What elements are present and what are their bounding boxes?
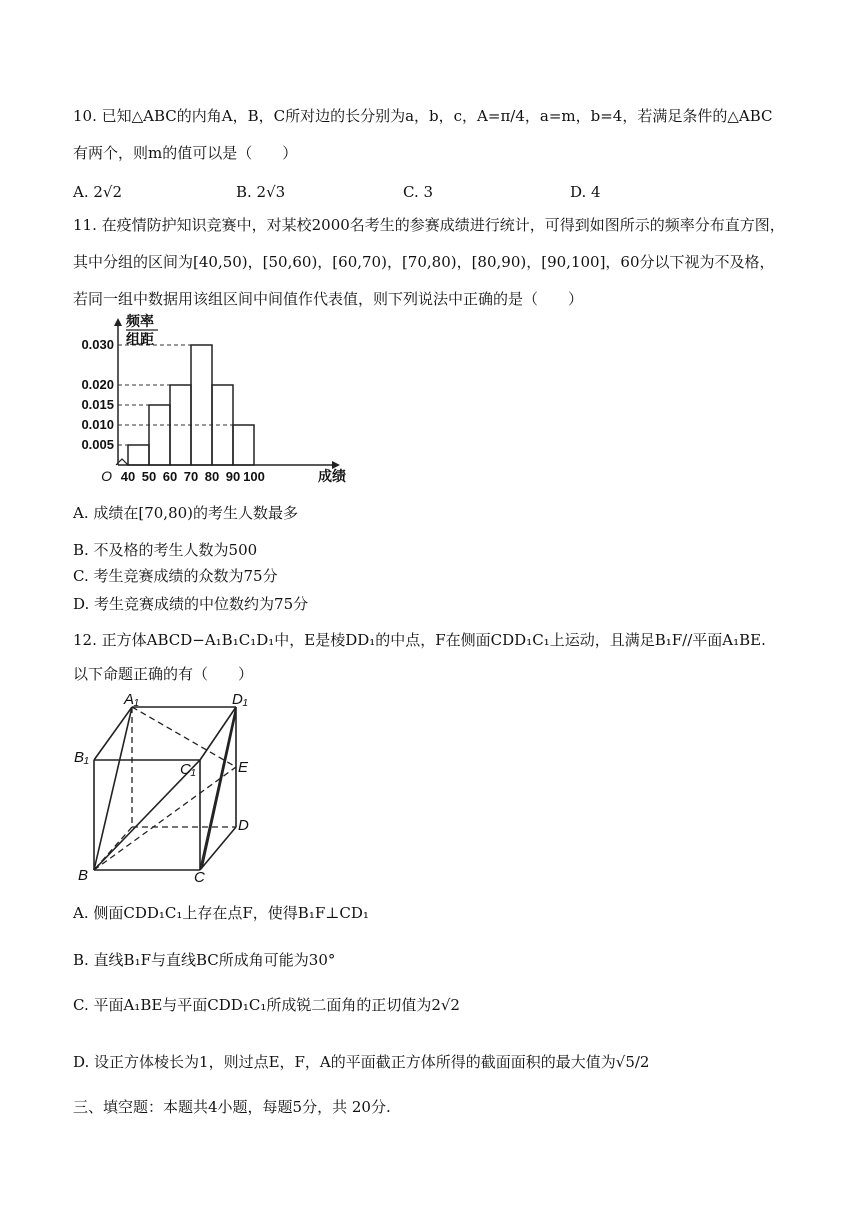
y-tick-label: 0.005 <box>81 437 114 452</box>
x-tick-label: 80 <box>204 469 220 484</box>
y-tick-label: 0.015 <box>81 397 114 412</box>
histogram-bar <box>170 385 191 465</box>
x-tick-label: 90 <box>225 469 241 484</box>
y-tick-label: 0.020 <box>81 377 114 392</box>
label-e: E <box>238 759 249 776</box>
histogram-bar <box>149 405 170 465</box>
q10-option-d: D. 4 <box>570 183 601 201</box>
x-tick-label: 40 <box>120 469 136 484</box>
q11-option-a: A. 成绩在[70,80)的考生人数最多 <box>73 504 299 522</box>
label-c1: C₁ <box>180 761 196 778</box>
q11-option-b: B. 不及格的考生人数为500 <box>73 541 258 559</box>
histogram-bar <box>191 345 212 465</box>
label-b: B <box>78 867 89 884</box>
q10-option-b: B. 2√3 <box>236 183 286 201</box>
q10-line2: 有两个，则m的值可以是（ ） <box>73 144 298 162</box>
histogram-bar <box>212 385 233 465</box>
x-tick-label: 60 <box>162 469 178 484</box>
q11-line3: 若同一组中数据用该组区间中间值作代表值，则下列说法中正确的是（ ） <box>73 290 584 308</box>
q12-line1: 12. 正方体ABCD−A₁B₁C₁D₁中，E是棱DD₁的中点，F在侧面CDD₁C₁上运动，且满足B₁F//平面A₁BE. <box>73 631 766 649</box>
frequency-histogram <box>70 312 370 487</box>
q11-option-c: C. 考生竞赛成绩的众数为75分 <box>73 567 278 585</box>
histogram-bar <box>233 425 254 465</box>
y-tick-label: 0.030 <box>81 337 114 352</box>
q12-option-c: C. 平面A₁BE与平面CDD₁C₁所成锐二面角的正切值为2√2 <box>73 996 460 1014</box>
cube-figure <box>72 692 272 887</box>
q10-line1: 10. 已知△ABC的内角A，B，C所对边的长分别为a，b，c，A=π/4，a=m，b=4，若满足条件的△ABC <box>73 107 773 125</box>
q12-line2: 以下命题正确的有（ ） <box>73 665 254 683</box>
q10-option-a: A. 2√2 <box>73 183 123 201</box>
q12-option-b: B. 直线B₁F与直线BC所成角可能为30° <box>73 951 336 969</box>
q11-option-d: D. 考生竞赛成绩的中位数约为75分 <box>73 595 309 613</box>
x-tick-label: 70 <box>183 469 199 484</box>
histogram-bar <box>128 445 149 465</box>
x-tick-label: 100 <box>243 469 265 484</box>
q12-option-d: D. 设正方体棱长为1，则过点E，F，A的平面截正方体所得的截面面积的最大值为√5/2 <box>73 1053 650 1071</box>
label-d1: D₁ <box>232 692 248 708</box>
y-axis-label-top: 频率 <box>126 313 154 329</box>
label-c: C <box>194 869 205 886</box>
q12-option-a: A. 侧面CDD₁C₁上存在点F，使得B₁F⊥CD₁ <box>73 904 369 922</box>
y-axis-arrow <box>114 318 122 326</box>
q10-option-c: C. 3 <box>403 183 434 201</box>
label-d: D <box>238 817 249 834</box>
label-b1: B₁ <box>74 749 89 766</box>
x-axis-label: 成绩 <box>318 468 346 484</box>
q10-options <box>73 183 793 203</box>
q11-line1: 11. 在疫情防护知识竞赛中，对某校2000名考生的参赛成绩进行统计，可得到如图所示的频率分布直方图， <box>73 216 785 234</box>
label-a1: A₁ <box>124 692 139 708</box>
x-tick-label: 50 <box>141 469 157 484</box>
y-axis-label-bottom: 组距 <box>126 331 154 347</box>
origin-label: O <box>101 468 112 484</box>
q11-line2: 其中分组的区间为[40,50)，[50,60)，[60,70)，[70,80)，[80,90)，[90,100]，60分以下视为不及格， <box>73 253 775 271</box>
y-tick-label: 0.010 <box>81 417 114 432</box>
section-three-heading: 三、填空题：本题共4小题，每题5分，共 20分. <box>73 1098 391 1116</box>
